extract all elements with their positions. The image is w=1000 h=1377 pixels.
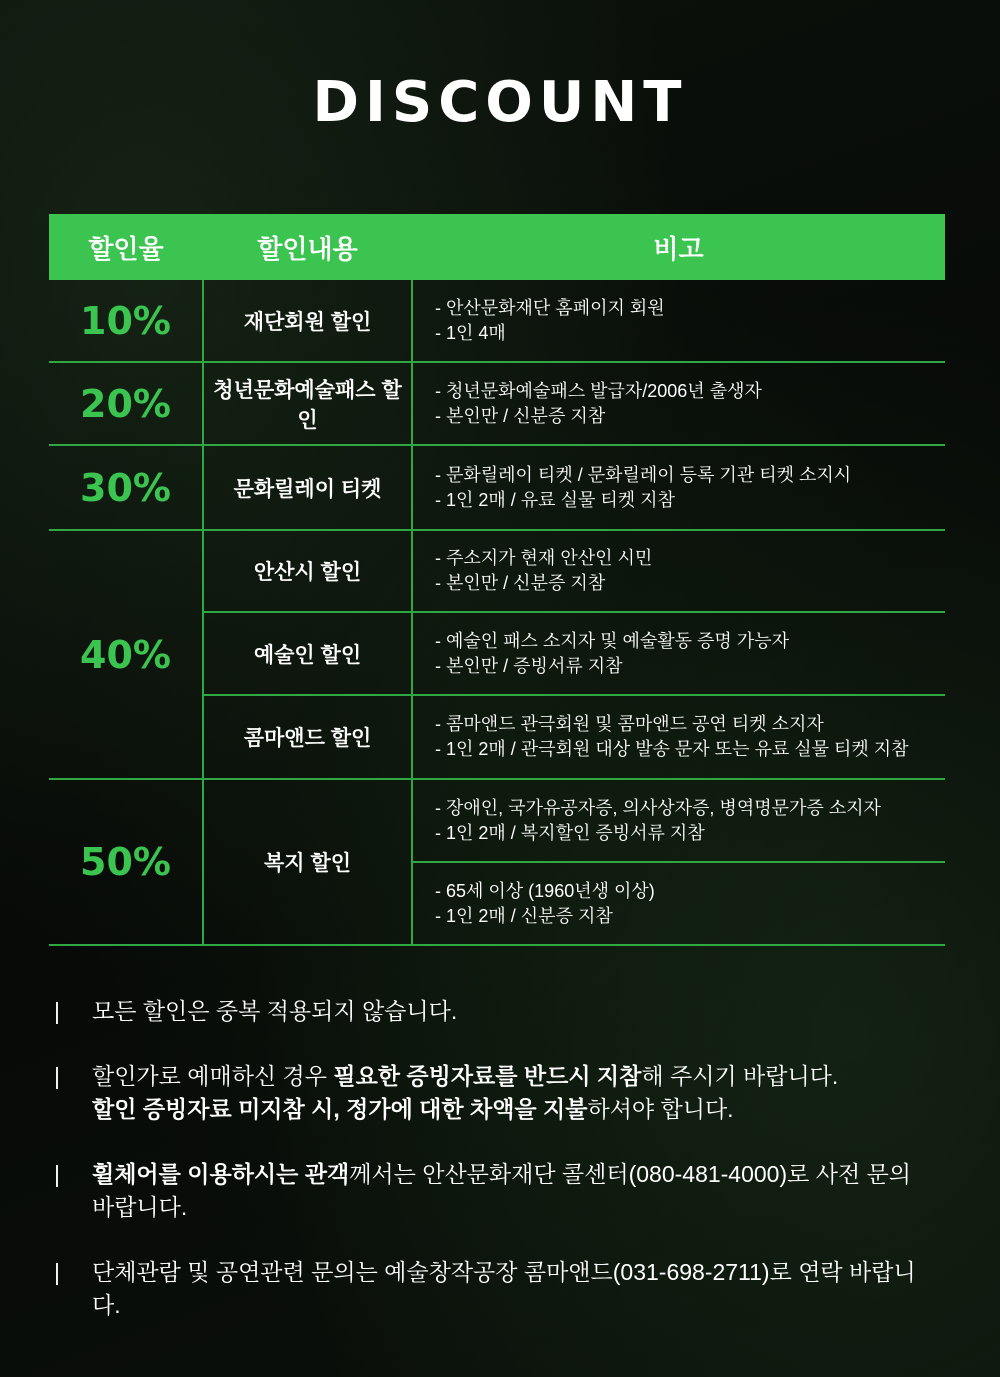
note-cell: [412, 445, 945, 530]
rate-cell: 30%: [49, 445, 203, 530]
table-header-row: [49, 214, 945, 280]
note-line: - 본인만 / 신분증 지참: [435, 405, 606, 426]
notice-text: 모든 할인은 중복 적용되지 않습니다.: [92, 998, 458, 1024]
note-line: - 장애인, 국가유공자증, 의사상자증, 병역명문가증 소지자: [435, 797, 881, 818]
rate-cell: 10%: [49, 280, 203, 362]
bullet-bar: |: [54, 1259, 60, 1285]
note-line: - 주소지가 현재 안산인 시민: [435, 548, 653, 568]
notice-item: [54, 1256, 934, 1322]
note-line: - 1인 2매 / 신분증 지참: [435, 905, 613, 926]
note-line: - 콤마앤드 관극회원 및 콤마앤드 공연 티켓 소지자: [435, 714, 824, 734]
notice-text: 하셔야 합니다.: [587, 1096, 734, 1122]
note-cell: [412, 695, 945, 779]
notice-text: 할인가로 예매하신 경우: [92, 1063, 334, 1089]
bullet-bar: |: [54, 1063, 60, 1089]
note-line: - 본인만 / 증빙서류 지참: [435, 655, 623, 676]
note-line: - 문화릴레이 티켓 / 문화릴레이 등록 기관 티켓 소지시: [435, 464, 852, 485]
notice-list: [54, 995, 934, 1354]
rate-cell: 20%: [49, 362, 203, 445]
discount-table: [49, 214, 945, 946]
content-cell: 콤마앤드 할인: [203, 695, 412, 779]
content-cell: 복지 할인: [203, 779, 412, 945]
content-cell: 청년문화예술패스 할인: [203, 362, 412, 445]
content-cell: 예술인 할인: [203, 612, 412, 695]
notice-bold: 할인 증빙자료 미지참 시, 정가에 대한 차액을 지불: [92, 1096, 588, 1122]
table-row: [49, 445, 945, 530]
note-line: - 1인 2매 / 관극회원 대상 발송 문자 또는 유료 실물 티켓 지참: [435, 739, 909, 759]
table-row: [49, 362, 945, 445]
notice-item: [54, 1060, 934, 1126]
rate-cell: 40%: [49, 530, 203, 779]
notice-text: 단체관람 및 공연관련 문의는 예술창작공장 콤마앤드(031-698-2711)로 연락 바랍니다.: [92, 1259, 916, 1318]
note-cell: [412, 530, 945, 612]
note-cell: [412, 362, 945, 445]
notice-bold: 필요한 증빙자료를 반드시 지참: [333, 1063, 642, 1089]
note-cell: [412, 779, 945, 862]
rate-cell: 50%: [49, 779, 203, 945]
note-cell: [412, 280, 945, 362]
content-cell: 안산시 할인: [203, 530, 412, 612]
note-line: - 1인 2매 / 유료 실물 티켓 지참: [435, 489, 675, 510]
notice-bold: 휠체어를 이용하시는 관객: [92, 1161, 350, 1187]
header-note: 비고: [412, 214, 945, 280]
notice-text: 해 주시기 바랍니다.: [641, 1063, 839, 1089]
page-title: DISCOUNT: [312, 70, 688, 135]
note-line: - 본인만 / 신분증 지참: [435, 573, 606, 593]
content-cell: 재단회원 할인: [203, 280, 412, 362]
content-cell: 문화릴레이 티켓: [203, 445, 412, 530]
note-line: - 1인 4매: [435, 322, 506, 343]
note-line: - 예술인 패스 소지자 및 예술활동 증명 가능자: [435, 630, 789, 651]
note-line: - 1인 2매 / 복지할인 증빙서류 지참: [435, 822, 705, 843]
note-line: - 65세 이상 (1960년생 이상): [435, 880, 655, 901]
note-line: - 안산문화재단 홈페이지 회원: [435, 297, 665, 318]
table-row: [49, 280, 945, 362]
header-rate: 할인율: [49, 214, 203, 280]
bullet-bar: |: [54, 1161, 60, 1187]
notice-item: [54, 1158, 934, 1224]
notice-item: [54, 995, 934, 1028]
note-cell: [412, 612, 945, 695]
header-content: 할인내용: [203, 214, 412, 280]
note-cell: [412, 862, 945, 945]
bullet-bar: |: [54, 998, 60, 1024]
note-line: - 청년문화예술패스 발급자/2006년 출생자: [435, 380, 762, 401]
table-row: [49, 779, 945, 862]
table-row: [49, 530, 945, 612]
notice-text: 께서는 안산문화재단 콜센터(080-481-4000)로 사전 문의 바랍니다.: [92, 1161, 912, 1220]
